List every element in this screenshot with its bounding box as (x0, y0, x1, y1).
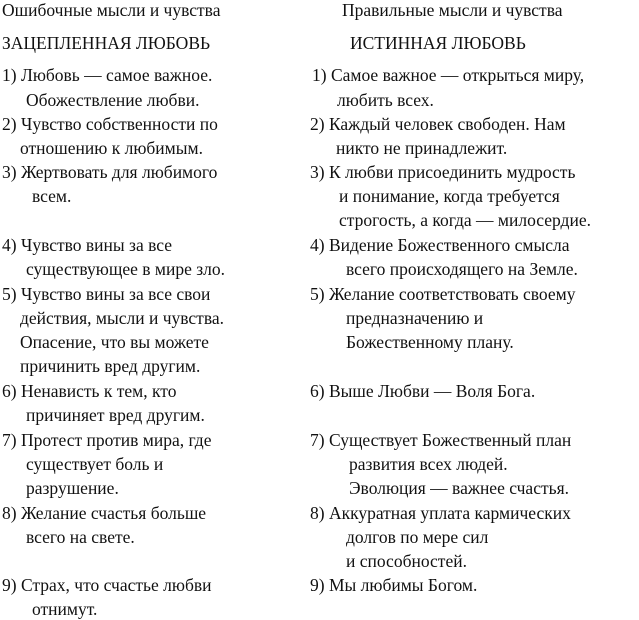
list-item-line: действия, мысли и чувства. (20, 308, 224, 328)
list-item-line: существующее в мире зло. (26, 259, 225, 279)
list-item-line: никто не принадлежит. (336, 138, 508, 158)
list-item-line: 8) Желание счастья больше (2, 503, 207, 523)
list-item-line: причинить вред другим. (20, 356, 201, 376)
list-item-line: 8) Аккуратная уплата кармических (310, 503, 571, 523)
left-column-title: ЗАЦЕПЛЕННАЯ ЛЮБОВЬ (2, 33, 211, 53)
list-item-line: 4) Чувство вины за все (2, 235, 173, 255)
list-item-line: 9) Мы любимы Богом. (310, 575, 478, 595)
list-item-line: 6) Ненависть к тем, кто (2, 381, 177, 401)
list-item-line: всего происходящего на Земле. (346, 259, 578, 279)
list-item-line: любить всех. (337, 90, 434, 110)
list-item-line: причиняет вред другим. (26, 405, 205, 425)
list-item-line: Обожествление любви. (26, 90, 200, 110)
list-item-line: 6) Выше Любви — Воля Бога. (310, 381, 536, 401)
list-item-line: 2) Каждый человек свободен. Нам (310, 114, 566, 134)
list-item-line: 1) Самое важное — открыться миру, (312, 65, 585, 85)
list-item-line: предназначению и (346, 308, 484, 328)
list-item-line: Опасение, что вы можете (20, 332, 209, 352)
list-item-line: 7) Протест против мира, где (2, 430, 212, 450)
list-item-line: развития всех людей. (349, 454, 508, 474)
list-item-line: 5) Желание соответствовать своему (310, 284, 576, 304)
left-column-header: Ошибочные мысли и чувства (2, 0, 221, 20)
list-item-line: существует боль и (26, 454, 164, 474)
list-item-line: 3) К любви присоединить мудрость (310, 162, 576, 182)
list-item-line: всего на свете. (26, 527, 135, 547)
list-item-line: 5) Чувство вины за все свои (2, 284, 211, 304)
list-item-line: отношению к любимым. (20, 138, 203, 158)
list-item-line: 4) Видение Божественного смысла (310, 235, 570, 255)
right-column-title: ИСТИННАЯ ЛЮБОВЬ (350, 33, 526, 53)
list-item-line: и понимание, когда требуется (339, 186, 560, 206)
list-item-line: разрушение. (26, 478, 119, 498)
list-item-line: Эволюция — важнее счастья. (349, 478, 570, 498)
list-item-line: 2) Чувство собственности по (2, 114, 218, 134)
list-item-line: 9) Страх, что счастье любви (2, 575, 212, 595)
list-item-line: и способностей. (346, 551, 467, 571)
list-item-line: всем. (32, 186, 72, 206)
list-item-line: Божественному плану. (346, 332, 514, 352)
list-item-line: 7) Существует Божественный план (310, 430, 572, 450)
list-item-line: 3) Жертвовать для любимого (2, 162, 218, 182)
list-item-line: отнимут. (32, 599, 98, 619)
list-item-line: 1) Любовь — самое важное. (2, 65, 213, 85)
list-item-line: строгость, а когда — милосердие. (339, 210, 591, 230)
list-item-line: долгов по мере сил (346, 527, 489, 547)
right-column-header: Правильные мысли и чувства (342, 0, 563, 20)
